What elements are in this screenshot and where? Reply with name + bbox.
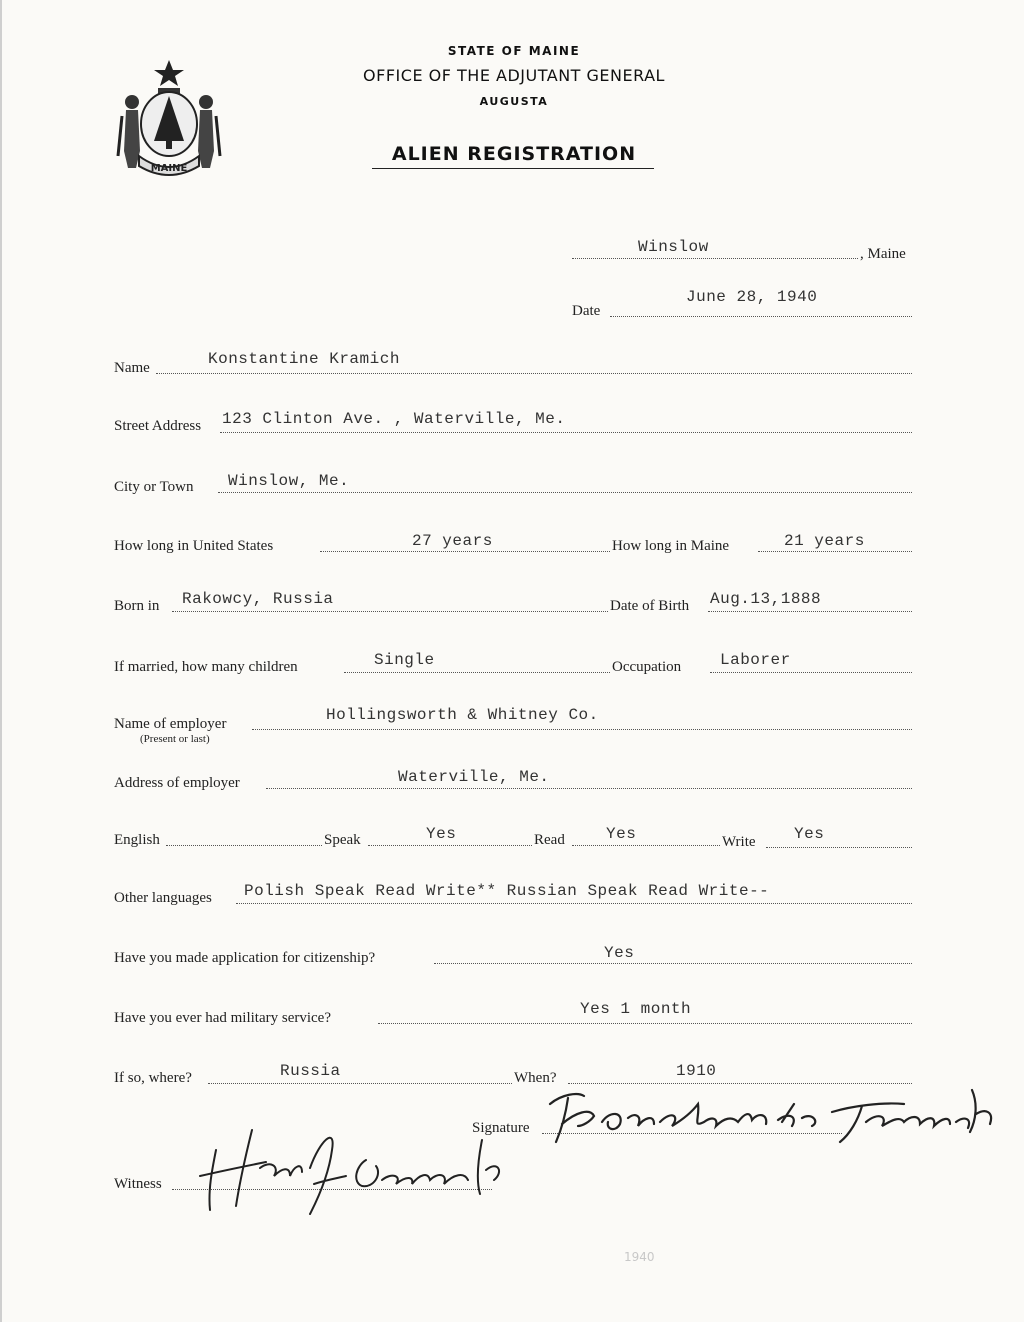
date-line: [610, 316, 912, 317]
military-line: [378, 1023, 912, 1024]
how-long-us-line: [320, 551, 610, 552]
witness-label: Witness: [114, 1176, 162, 1192]
name-label: Name: [114, 360, 150, 376]
born-in-label: Born in: [114, 598, 160, 614]
employer-line: [252, 729, 912, 730]
town-line: [572, 258, 858, 259]
speak-label: Speak: [324, 832, 361, 848]
employer-address-value: Waterville, Me.: [398, 768, 550, 786]
city-value: Winslow, Me.: [228, 472, 350, 490]
speak-line: [368, 845, 532, 846]
how-long-us-label: How long in United States: [114, 538, 274, 554]
date-of-birth-line: [708, 611, 912, 612]
english-write-value: Yes: [794, 825, 825, 843]
how-long-maine-value: 21 years: [784, 532, 865, 550]
children-line: [344, 672, 610, 673]
english-read-value: Yes: [606, 825, 637, 843]
occupation-label: Occupation: [612, 659, 682, 675]
occupation-line: [710, 672, 912, 673]
where-line: [208, 1083, 512, 1084]
street-value: 123 Clinton Ave. , Waterville, Me.: [222, 410, 566, 428]
citizenship-value: Yes: [604, 944, 635, 962]
employer-note: (Present or last): [140, 733, 210, 745]
city-label: City or Town: [114, 479, 194, 495]
city-line: [218, 492, 912, 493]
occupation-value: Laborer: [720, 651, 791, 669]
citizenship-label: Have you made application for citizenship?: [114, 950, 376, 966]
children-label: If married, how many children: [114, 659, 298, 675]
other-languages-value: Polish Speak Read Write** Russian Speak Read Write--: [244, 882, 770, 900]
military-label: Have you ever had military service?: [114, 1010, 331, 1026]
english-speak-value: Yes: [426, 825, 457, 843]
citizenship-line: [434, 963, 912, 964]
other-languages-line: [236, 903, 912, 904]
where-label: If so, where?: [114, 1070, 192, 1086]
employer-address-line: [266, 788, 912, 789]
how-long-us-value: 27 years: [412, 532, 493, 550]
write-label: Write: [722, 834, 756, 850]
born-in-line: [172, 611, 608, 612]
where-value: Russia: [280, 1062, 341, 1080]
employer-address-label: Address of employer: [114, 775, 240, 791]
street-line: [220, 432, 912, 433]
title-underline: [372, 168, 654, 169]
signature-label: Signature: [472, 1120, 530, 1136]
seal-text: MAINE: [150, 163, 188, 174]
how-long-maine-line: [758, 551, 912, 552]
date-of-birth-label: Date of Birth: [610, 598, 690, 614]
how-long-maine-label: How long in Maine: [612, 538, 730, 554]
header-state: STATE OF MAINE: [447, 44, 581, 58]
children-value: Single: [374, 651, 435, 669]
military-value: Yes 1 month: [580, 1000, 692, 1018]
witness-signature-icon: [186, 1110, 526, 1220]
form-title: ALIEN REGISTRATION: [391, 143, 637, 165]
maine-label: , Maine: [860, 246, 906, 262]
handwritten-signature-icon: [532, 1082, 1012, 1152]
other-languages-label: Other languages: [114, 890, 212, 906]
employer-value: Hollingsworth & Whitney Co.: [326, 706, 599, 724]
when-label: When?: [514, 1070, 557, 1086]
name-line: [156, 373, 912, 374]
town-value: Winslow: [638, 238, 709, 256]
date-of-birth-value: Aug.13,1888: [710, 590, 822, 608]
employer-label: Name of employer: [114, 716, 227, 732]
faint-stamp-year: 1940: [624, 1250, 655, 1264]
header-city: AUGUSTA: [479, 95, 549, 108]
read-label: Read: [534, 832, 565, 848]
english-label: English: [114, 832, 160, 848]
when-value: 1910: [676, 1062, 717, 1080]
english-line: [166, 845, 322, 846]
street-label: Street Address: [114, 418, 202, 434]
date-value: June 28, 1940: [686, 288, 818, 306]
write-line: [766, 847, 912, 848]
header-office: OFFICE OF THE ADJUTANT GENERAL: [363, 66, 665, 85]
name-value: Konstantine Kramich: [208, 350, 400, 368]
date-label: Date: [572, 303, 601, 319]
born-in-value: Rakowcy, Russia: [182, 590, 334, 608]
read-line: [572, 845, 720, 846]
